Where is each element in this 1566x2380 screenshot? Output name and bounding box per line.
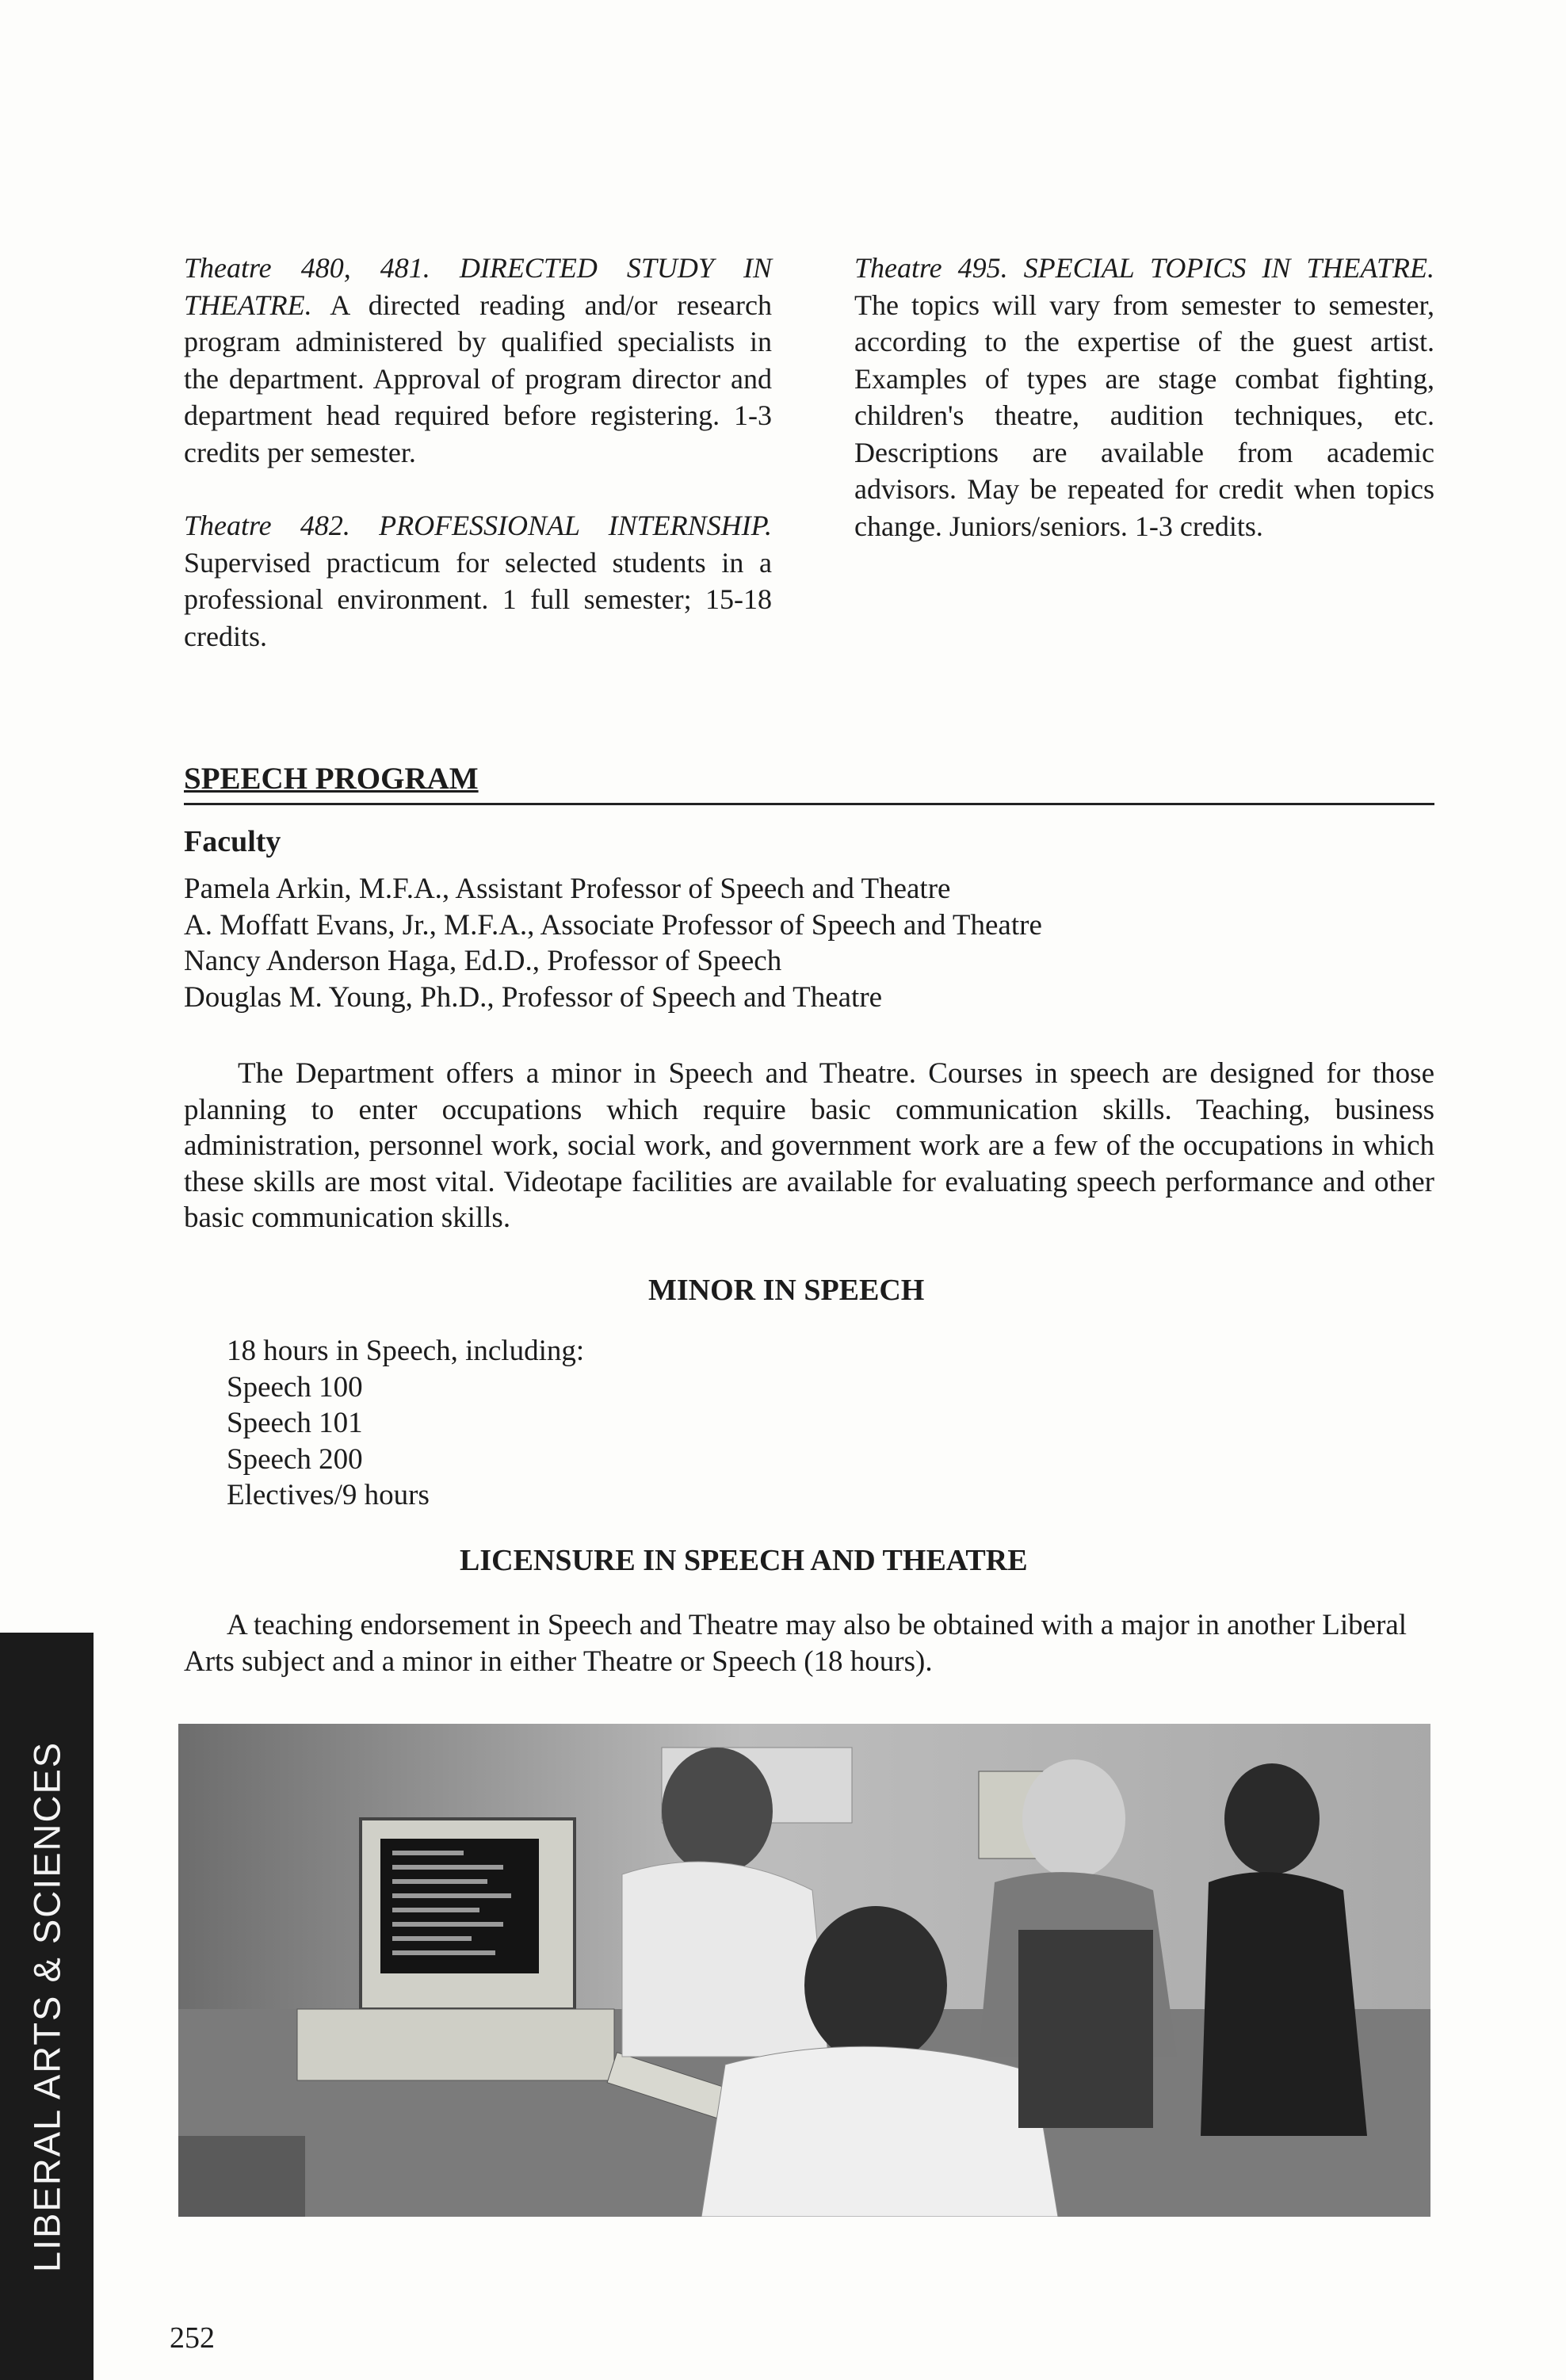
course-column-right — [854, 250, 1434, 581]
books — [178, 2136, 305, 2217]
section-divider — [184, 803, 1434, 805]
course-description: The topics will vary from semester to semester, according to the expertise of the guest artist. Examples of types are stage combat fighting, children's theatre, audition techniques, etc. Descriptions are available from academic advisors. May be repeated for credit when topics change. Juniors/seniors. 1-3 credits. — [854, 288, 1434, 542]
course-entry — [184, 507, 772, 655]
person-front-head — [804, 1906, 947, 2065]
course-entry — [184, 250, 772, 471]
side-tab-label: LIBERAL ARTS & SCIENCES — [25, 1740, 68, 2273]
chair — [1018, 1930, 1153, 2128]
computer-base — [297, 2009, 614, 2080]
person-front-body — [701, 2046, 1058, 2217]
person-standing-head — [662, 1748, 773, 1874]
person-right-head — [1224, 1763, 1320, 1874]
faculty-member: Nancy Anderson Haga, Ed.D., Professor of Speech — [184, 945, 782, 977]
faculty-member: A. Moffatt Evans, Jr., M.F.A., Associate Professor of Speech and Theatre — [184, 908, 1042, 942]
faculty-list — [184, 871, 1042, 1015]
requirement-line: Speech 200 — [227, 1442, 363, 1476]
faculty-heading: Faculty — [184, 825, 281, 858]
course-column-left — [184, 250, 772, 691]
page-number: 252 — [170, 2321, 215, 2355]
person-seated-head — [1022, 1759, 1125, 1878]
course-heading: Theatre 482. PROFESSIONAL INTERNSHIP. — [184, 510, 772, 541]
requirement-line: 18 hours in Speech, including: — [227, 1335, 585, 1367]
course-heading: Theatre 495. SPECIAL TOPICS IN THEATRE. — [854, 252, 1434, 284]
minor-requirements — [227, 1333, 584, 1514]
section-heading-speech-program: SPEECH PROGRAM — [184, 762, 479, 796]
course-heading: Theatre 480, 481. DIRECTED STUDY IN THEATRE. — [184, 252, 772, 321]
faculty-member: Pamela Arkin, M.F.A., Assistant Professor of Speech and Theatre — [184, 873, 951, 905]
program-intro-paragraph: The Department offers a minor in Speech and Theatre. Courses in speech are designed for those planning to enter occupations which require basic communication skills. Teaching, business administration, personnel work, social work, and government work are a few of the occupations in which these skills are most vital. Videotape facilities are available for evaluating speech performance and other basic communication skills. — [184, 1057, 1434, 1234]
person-right-body — [1201, 1872, 1367, 2136]
side-tab — [0, 1633, 94, 2380]
course-entry — [854, 250, 1434, 544]
person-standing-body — [622, 1862, 828, 2057]
minor-title: MINOR IN SPEECH — [648, 1274, 925, 1307]
requirement-line: Electives/9 hours — [227, 1479, 430, 1511]
course-description: Supervised practicum for selected students in a professional environment. 1 full semester; 15-18 credits. — [184, 546, 772, 652]
licensure-title: LICENSURE IN SPEECH AND THEATRE — [460, 1544, 1028, 1577]
faculty-member: Douglas M. Young, Ph.D., Professor of Speech and Theatre — [184, 980, 883, 1014]
classroom-photo — [178, 1724, 1430, 2217]
course-description: A directed reading and/or research program administered by qualified specialists in the department. Approval of program director and department head required before registering. 1-3 credits per semester. — [184, 288, 772, 468]
licensure-paragraph: A teaching endorsement in Speech and Theatre may also be obtained with a major in another Liberal Arts subject and a minor in either Theatre or Speech (18 hours). — [184, 1609, 1407, 1678]
requirement-line: Speech 101 — [227, 1407, 363, 1439]
requirement-line: Speech 100 — [227, 1370, 363, 1404]
